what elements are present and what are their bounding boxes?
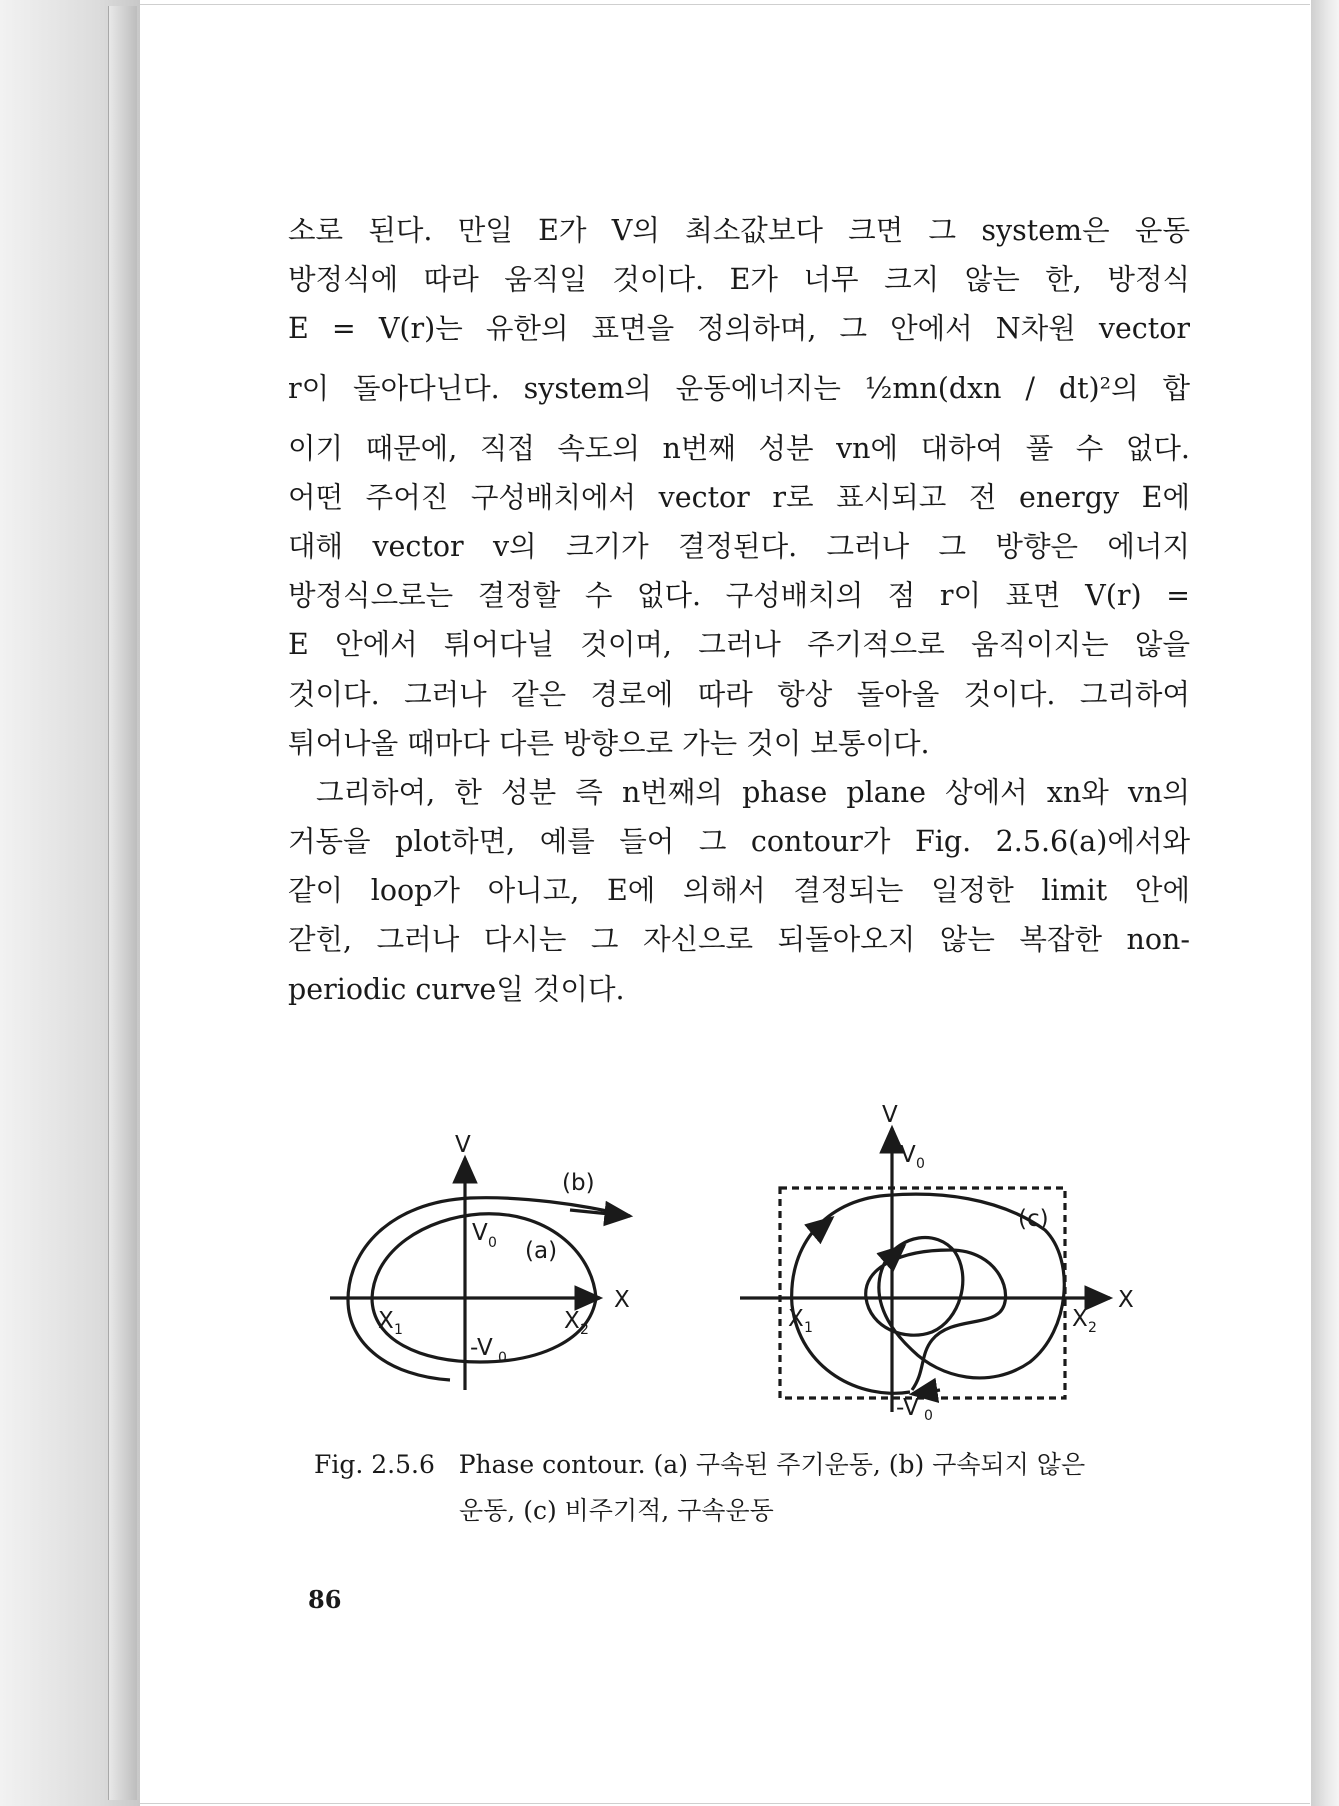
text-line: 것이다. 그러나 같은 경로에 따라 항상 돌아올 것이다. 그리하여: [288, 677, 1190, 711]
text-line: 같이 loop가 아니고, E에 의해서 결정되는 일정한 limit 안에: [288, 874, 1190, 908]
label-v0-subscript: 0: [488, 1235, 497, 1251]
text-line: periodic curve일 것이다.: [288, 972, 625, 1006]
caption-figure-number: Fig. 2.5.6: [314, 1450, 435, 1479]
axis-label-x: X: [1118, 1287, 1134, 1313]
book-left-edge: [0, 0, 140, 1806]
body-text: [288, 206, 1190, 1014]
label-x1-subscript: 1: [804, 1320, 813, 1336]
text-line: 어떤 주어진 구성배치에서 vector r로 표시되고 전 energy E에: [288, 480, 1190, 514]
book-right-edge: [1311, 0, 1339, 1806]
label-x1: X: [788, 1306, 804, 1332]
label-minus-v0-subscript: 0: [924, 1408, 933, 1420]
label-v0-subscript: 0: [916, 1156, 925, 1172]
text-line: 그리하여, 한 성분 즉 n번째의 phase plane 상에서 xn와 vn의: [316, 775, 1191, 809]
text-line: 이기 때문에, 직접 속도의 n번째 성분 vn에 대하여 풀 수 없다.: [288, 431, 1190, 465]
label-v0: V: [900, 1142, 916, 1168]
axis-label-x: X: [614, 1287, 630, 1313]
label-x2: X: [1072, 1306, 1088, 1332]
label-minus-v0-subscript: 0: [498, 1350, 507, 1366]
text-line: E 안에서 튀어다닐 것이며, 그러나 주기적으로 움직이지는 않을: [288, 628, 1190, 662]
caption-line-1: [314, 1442, 1085, 1488]
caption-line-2: 운동, (c) 비주기적, 구속운동: [459, 1496, 774, 1525]
text-line: 대해 vector v의 크기가 결정된다. 그러나 그 방향은 에너지: [288, 529, 1190, 563]
diagram-right: [740, 1128, 1110, 1412]
label-b: (b): [562, 1170, 595, 1196]
text-line: 거동을 plot하면, 예를 들어 그 contour가 Fig. 2.5.6(a)에서와: [288, 825, 1190, 859]
diagram-left-labels: [378, 1132, 630, 1366]
label-x2: X: [564, 1308, 580, 1334]
figure-caption: [314, 1442, 1085, 1534]
phase-contour-figure: [300, 1100, 1200, 1420]
axis-label-v: V: [882, 1102, 898, 1128]
label-x1: X: [378, 1308, 394, 1334]
label-c: (c): [1018, 1206, 1049, 1232]
label-minus-v0: -V: [896, 1395, 919, 1420]
label-x2-subscript: 2: [580, 1322, 589, 1338]
page-number: 86: [308, 1585, 342, 1614]
caption-text-1: Phase contour. (a) 구속된 주기운동, (b) 구속되지 않은: [458, 1450, 1086, 1479]
text-line: r이 돌아다닌다. system의 운동에너지는 ½mn(dxn / dt)²의 합: [288, 371, 1190, 405]
label-x1-subscript: 1: [394, 1322, 403, 1338]
text-line: 방정식에 따라 움직일 것이다. E가 너무 크지 않는 한, 방정식: [288, 263, 1191, 297]
label-x2-subscript: 2: [1088, 1320, 1097, 1336]
label-minus-v0: -V: [470, 1335, 493, 1361]
label-v0: V: [472, 1220, 488, 1246]
axis-label-v: V: [455, 1132, 471, 1158]
label-a: (a): [525, 1238, 558, 1264]
text-line: E = V(r)는 유한의 표면을 정의하며, 그 안에서 N차원 vector: [288, 312, 1190, 346]
text-line: 튀어나올 때마다 다른 방향으로 가는 것이 보통이다.: [288, 726, 930, 760]
text-line: 소로 된다. 만일 E가 V의 최소값보다 크면 그 system은 운동: [288, 214, 1190, 247]
text-line: 방정식으로는 결정할 수 없다. 구성배치의 점 r이 표면 V(r) =: [288, 579, 1190, 613]
arrow-c-3: [912, 1390, 940, 1394]
text-line: 갇힌, 그러나 다시는 그 자신으로 되돌아오지 않는 복잡한 non-: [288, 923, 1190, 957]
